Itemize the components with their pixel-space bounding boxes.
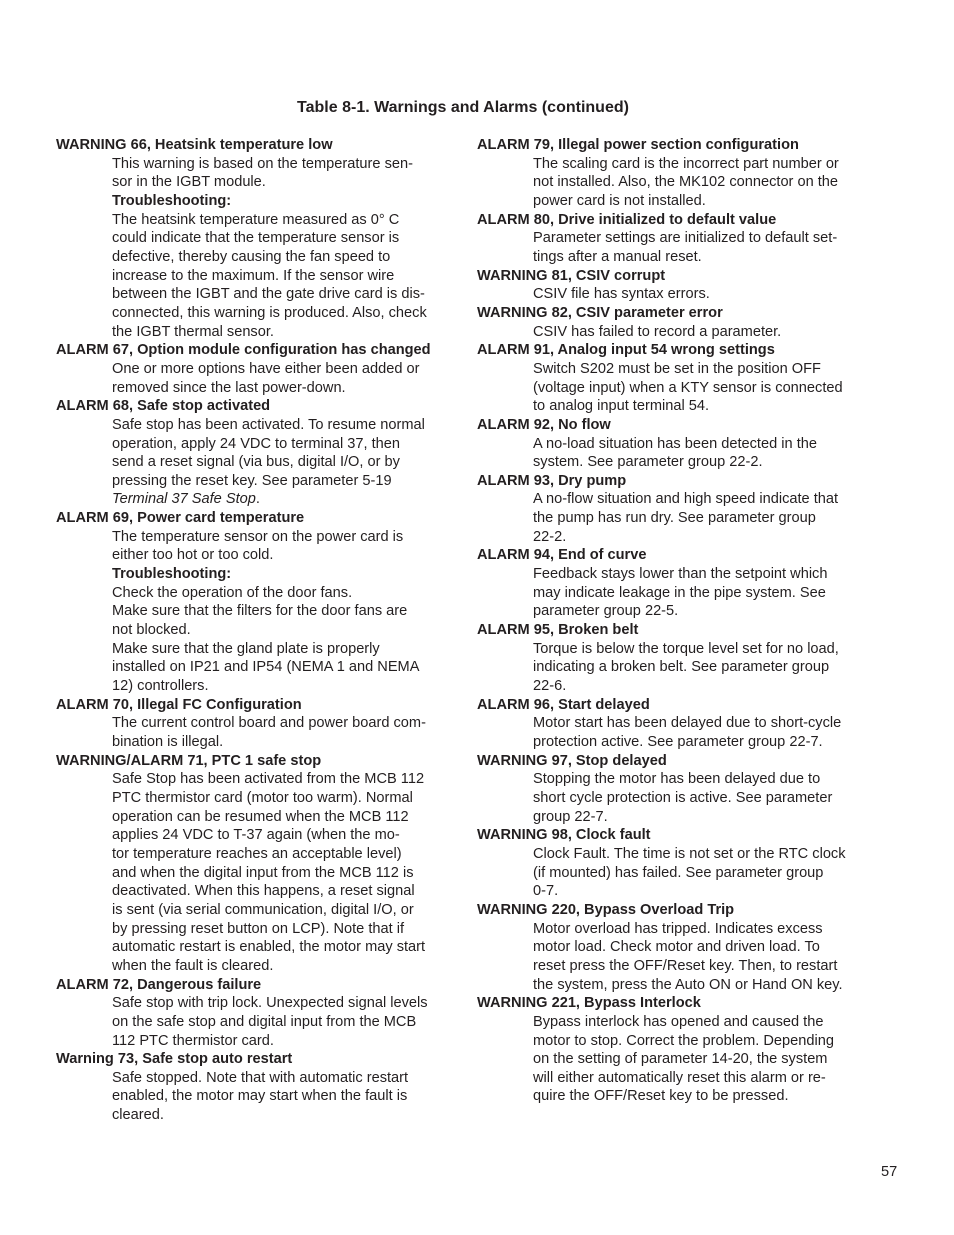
description-line: power card is not installed.	[533, 192, 706, 209]
description-line: 0-7.	[533, 883, 559, 900]
description-line: to analog input terminal 54.	[533, 398, 710, 415]
description-line: Safe Stop has been activated from the MCB 112	[112, 771, 425, 788]
description-line: 22-2.	[533, 528, 567, 545]
entry-title: ALARM 70, Illegal FC Configuration	[56, 696, 302, 713]
alarm-entry	[477, 994, 877, 1106]
entry-description	[533, 920, 877, 995]
description-line: Make sure that the gland plate is properly	[112, 640, 380, 657]
entry-description	[112, 416, 456, 509]
entry-description	[533, 640, 877, 696]
description-line: Torque is below the torque level set for no load,	[533, 640, 839, 657]
entry-title: WARNING 221, Bypass Interlock	[477, 995, 701, 1012]
alarm-entry	[56, 341, 456, 397]
description-line: A no-load situation has been detected in the	[533, 435, 817, 452]
description-line: operation can be resumed when the MCB 112	[112, 808, 409, 825]
description-line: and when the digital input from the MCB 112 is	[112, 864, 414, 881]
entry-description	[112, 714, 456, 751]
description-line: 22-6.	[533, 678, 567, 695]
description-line: increase to the maximum. If the sensor wire	[112, 267, 395, 284]
description-line: pressing the reset key. See parameter 5-19	[112, 472, 392, 489]
description-line: CSIV file has syntax errors.	[533, 286, 710, 303]
description-line: Clock Fault. The time is not set or the RTC clock	[533, 845, 846, 862]
description-line: Safe stop with trip lock. Unexpected signal levels	[112, 995, 428, 1012]
description-line: not installed. Also, the MK102 connector on the	[533, 174, 839, 191]
entry-description	[533, 845, 877, 901]
description-line: could indicate that the temperature sensor is	[112, 230, 400, 247]
description-line: Safe stop has been activated. To resume normal	[112, 416, 425, 433]
entry-title: ALARM 95, Broken belt	[477, 622, 639, 639]
alarm-entry	[56, 397, 456, 509]
alarm-entry	[477, 696, 877, 752]
entry-title: ALARM 68, Safe stop activated	[56, 398, 271, 415]
entry-title: WARNING 98, Clock fault	[477, 827, 651, 844]
entry-title: ALARM 93, Dry pump	[477, 472, 627, 489]
description-line: The heatsink temperature measured as 0° C	[112, 211, 400, 228]
description-line: not blocked.	[112, 622, 191, 639]
description-line: installed on IP21 and IP54 (NEMA 1 and NEMA	[112, 659, 420, 676]
entry-description	[533, 229, 877, 266]
description-line: motor to stop. Correct the problem. Depending	[533, 1032, 834, 1049]
description-line: PTC thermistor card (motor too warm). Normal	[112, 789, 413, 806]
description-line: Bypass interlock has opened and caused the	[533, 1013, 824, 1030]
description-line: Motor overload has tripped. Indicates excess	[533, 920, 823, 937]
description-line: removed since the last power-down.	[112, 379, 346, 396]
description-line: Motor start has been delayed due to short-cycle	[533, 715, 842, 732]
description-line: (voltage input) when a KTY sensor is connected	[533, 379, 843, 396]
entry-description	[112, 528, 456, 696]
description-line: tor temperature reaches an acceptable level)	[112, 845, 402, 862]
alarm-entry	[56, 696, 456, 752]
description-line: sor in the IGBT module.	[112, 174, 266, 191]
description-line: Terminal 37 Safe Stop.	[112, 491, 260, 508]
description-line: This warning is based on the temperature sen-	[112, 155, 413, 172]
description-line: the system, press the Auto ON or Hand ON key.	[533, 976, 843, 993]
alarm-entry	[56, 509, 456, 696]
entry-title: ALARM 67, Option module configuration has changed	[56, 342, 431, 359]
entry-title: ALARM 91, Analog input 54 wrong settings	[477, 342, 775, 359]
alarm-entry	[477, 752, 877, 827]
description-line: short cycle protection is active. See parameter	[533, 789, 833, 806]
description-line: Switch S202 must be set in the position OFF	[533, 360, 821, 377]
entry-title: WARNING 97, Stop delayed	[477, 752, 667, 769]
alarm-entry	[477, 621, 877, 696]
entry-title: WARNING 82, CSIV parameter error	[477, 304, 723, 321]
page-number: 57	[881, 1164, 898, 1180]
entry-description	[533, 155, 877, 211]
entry-description	[112, 994, 456, 1050]
entry-description	[533, 770, 877, 826]
entry-description	[112, 1069, 456, 1125]
entry-title: WARNING 66, Heatsink temperature low	[56, 137, 333, 153]
description-line: is sent (via serial communication, digital I/O, or	[112, 901, 414, 918]
description-line: quire the OFF/Reset key to be pressed.	[533, 1088, 789, 1105]
description-line: system. See parameter group 22-2.	[533, 454, 763, 471]
description-line: on the safe stop and digital input from the MCB	[112, 1013, 417, 1030]
description-line: cleared.	[112, 1107, 164, 1124]
description-line: group 22-7.	[533, 808, 608, 825]
entry-description	[112, 360, 456, 397]
description-line: The scaling card is the incorrect part number or	[533, 155, 839, 172]
alarm-entry	[477, 472, 877, 547]
entry-title: WARNING 81, CSIV corrupt	[477, 267, 666, 284]
entry-title: Warning 73, Safe stop auto restart	[56, 1051, 293, 1068]
description-line: bination is illegal.	[112, 734, 224, 750]
entry-description	[533, 490, 877, 546]
alarm-entry	[477, 416, 877, 472]
description-line: motor load. Check motor and driven load. To	[533, 939, 820, 956]
entry-title: ALARM 72, Dangerous failure	[56, 976, 262, 993]
entry-title: WARNING/ALARM 71, PTC 1 safe stop	[56, 752, 322, 769]
entry-title: WARNING 220, Bypass Overload Trip	[477, 901, 735, 918]
description-line: Safe stopped. Note that with automatic restart	[112, 1069, 409, 1086]
entry-title: ALARM 94, End of curve	[477, 547, 647, 564]
alarm-entry	[477, 901, 877, 994]
entry-description	[533, 565, 877, 621]
description-line: One or more options have either been added or	[112, 360, 420, 377]
alarm-entry	[56, 1050, 456, 1125]
description-line: the pump has run dry. See parameter group	[533, 510, 816, 527]
description-line: tings after a manual reset.	[533, 248, 702, 265]
entry-title: ALARM 80, Drive initialized to default value	[477, 211, 777, 228]
description-line: Stopping the motor has been delayed due to	[533, 771, 821, 788]
description-line: The temperature sensor on the power card is	[112, 528, 404, 545]
description-line: deactivated. When this happens, a reset signal	[112, 883, 415, 900]
description-line: on the setting of parameter 14-20, the system	[533, 1051, 828, 1068]
entry-title: ALARM 96, Start delayed	[477, 696, 650, 713]
description-line: 12) controllers.	[112, 678, 209, 695]
entry-title: ALARM 92, No flow	[477, 416, 611, 433]
description-line: either too hot or too cold.	[112, 547, 274, 564]
description-line: reset press the OFF/Reset key. Then, to restart	[533, 957, 838, 974]
entry-title: ALARM 79, Illegal power section configuration	[477, 137, 799, 153]
entry-description	[533, 285, 877, 304]
description-line: may indicate leakage in the pipe system. See	[533, 584, 826, 601]
entry-description	[533, 435, 877, 472]
entry-description	[112, 770, 456, 975]
alarm-entry	[477, 211, 877, 267]
description-line: send a reset signal (via bus, digital I/O, or by	[112, 454, 400, 471]
description-line: Parameter settings are initialized to default set-	[533, 230, 838, 247]
alarm-entry	[56, 136, 456, 341]
description-line: The current control board and power board com-	[112, 715, 426, 732]
description-line: automatic restart is enabled, the motor may start	[112, 939, 426, 956]
description-line: defective, thereby causing the fan speed to	[112, 248, 391, 265]
alarm-entry	[477, 136, 877, 211]
entry-description	[112, 155, 456, 342]
alarm-entry	[477, 267, 877, 304]
description-line: applies 24 VDC to T-37 again (when the mo-	[112, 827, 400, 844]
description-line: CSIV has failed to record a parameter.	[533, 323, 782, 340]
description-line: operation, apply 24 VDC to terminal 37, then	[112, 435, 400, 452]
alarm-entry	[477, 341, 877, 416]
alarm-entry	[477, 304, 877, 341]
table-title: Table 8-1. Warnings and Alarms (continued)	[297, 99, 629, 116]
description-line: Make sure that the filters for the door fans are	[112, 603, 408, 620]
description-line: between the IGBT and the gate drive card is dis-	[112, 286, 425, 303]
description-line: by pressing reset button on LCP). Note that if	[112, 920, 405, 937]
description-line: 112 PTC thermistor card.	[112, 1032, 274, 1049]
description-line: A no-flow situation and high speed indicate that	[533, 491, 839, 508]
alarm-entry	[477, 826, 877, 901]
entry-description	[533, 360, 877, 416]
description-line: (if mounted) has failed. See parameter group	[533, 864, 824, 881]
description-line: Feedback stays lower than the setpoint which	[533, 566, 828, 583]
alarm-entry	[477, 546, 877, 621]
entry-description	[533, 323, 877, 342]
entry-description	[533, 1013, 877, 1106]
description-line: when the fault is cleared.	[112, 957, 274, 974]
entry-description	[533, 714, 877, 751]
troubleshooting-heading: Troubleshooting:	[112, 192, 232, 209]
troubleshooting-heading: Troubleshooting:	[112, 566, 232, 583]
description-line: will either automatically reset this alarm or re-	[533, 1069, 826, 1086]
description-line: the IGBT thermal sensor.	[112, 323, 274, 340]
description-line: parameter group 22-5.	[533, 603, 679, 620]
alarm-entry	[56, 752, 456, 976]
description-line: Check the operation of the door fans.	[112, 584, 353, 601]
alarm-entry	[56, 976, 456, 1051]
entry-title: ALARM 69, Power card temperature	[56, 510, 305, 527]
description-line: indicating a broken belt. See parameter group	[533, 659, 830, 676]
right-column	[477, 136, 877, 1106]
parameter-name: Terminal 37 Safe Stop	[112, 491, 256, 508]
description-line: protection active. See parameter group 22-7.	[533, 734, 823, 750]
description-line: enabled, the motor may start when the fault is	[112, 1088, 408, 1105]
description-line: connected, this warning is produced. Also, check	[112, 304, 427, 321]
left-column	[56, 136, 456, 1125]
